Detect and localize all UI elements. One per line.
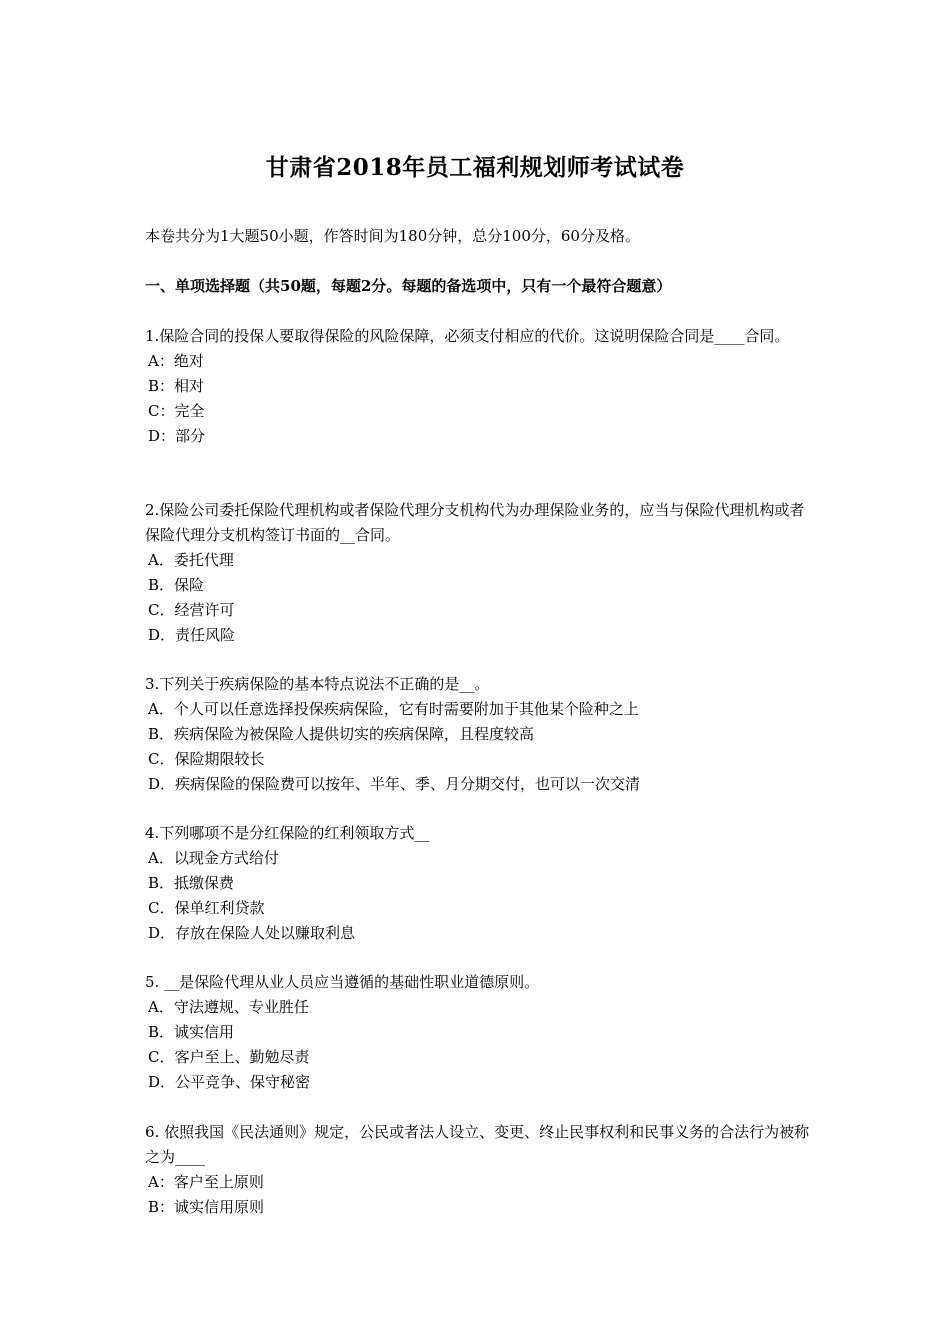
option-a: A．个人可以任意选择投保疾病保险，它有时需要附加于其他某个险种之上 <box>148 700 639 718</box>
option-a: A．委托代理 <box>148 551 234 569</box>
option-a: A．以现金方式给付 <box>148 849 279 867</box>
question-stem: 6. 依照我国《民法通则》规定，公民或者法人设立、变更、终止民事权利和民事义务的合法行为被称之为____ <box>145 1123 810 1166</box>
option-b: B：诚实信用原则 <box>148 1198 265 1216</box>
question-stem: 5. __是保险代理从业人员应当遵循的基础性职业道德原则。 <box>145 973 540 991</box>
option-b: B：相对 <box>148 377 205 395</box>
option-b: B．抵缴保费 <box>148 874 235 892</box>
question-stem: 3.下列关于疾病保险的基本特点说法不正确的是__。 <box>145 675 490 693</box>
option-b: B．保险 <box>148 576 205 594</box>
option-d: D．责任风险 <box>148 626 236 644</box>
option-a: A：客户至上原则 <box>148 1173 264 1191</box>
option-c: C．保单红利贷款 <box>148 899 265 917</box>
option-d: D．公平竞争、保守秘密 <box>148 1073 311 1091</box>
option-c: C．经营许可 <box>148 601 235 619</box>
page-title: 甘肃省2018年员工福利规划师考试试卷 <box>265 154 685 181</box>
question-1 <box>145 324 810 449</box>
option-a: A：绝对 <box>148 352 204 370</box>
section-heading: 一、单项选择题（共50题，每题2分。每题的备选项中，只有一个最符合题意） <box>145 277 672 295</box>
option-c: C：完全 <box>148 402 205 420</box>
question-5 <box>145 970 810 1095</box>
option-d: D．疾病保险的保险费可以按年、半年、季、月分期交付，也可以一次交清 <box>148 775 641 793</box>
question-stem: 4.下列哪项不是分红保险的红利领取方式__ <box>145 824 430 842</box>
question-4 <box>145 821 810 946</box>
option-b: B．诚实信用 <box>148 1023 235 1041</box>
option-a: A．守法遵规、专业胜任 <box>148 998 309 1016</box>
option-d: D．存放在保险人处以赚取利息 <box>148 924 356 942</box>
option-c: C．保险期限较长 <box>148 750 265 768</box>
option-b: B．疾病保险为被保险人提供切实的疾病保障，且程度较高 <box>148 725 535 743</box>
option-d: D：部分 <box>148 427 206 445</box>
question-6 <box>145 1120 810 1220</box>
question-stem: 1.保险合同的投保人要取得保险的风险保障，必须支付相应的代价。这说明保险合同是____合同。 <box>145 327 790 345</box>
exam-intro: 本卷共分为1大题50小题，作答时间为180分钟，总分100分，60分及格。 <box>145 227 640 245</box>
question-2 <box>145 498 810 648</box>
question-stem: 2.保险公司委托保险代理机构或者保险代理分支机构代为办理保险业务的，应当与保险代理机构或者保险代理分支机构签订书面的__合同。 <box>145 501 805 544</box>
question-3 <box>145 672 810 797</box>
option-c: C．客户至上、勤勉尽责 <box>148 1048 310 1066</box>
